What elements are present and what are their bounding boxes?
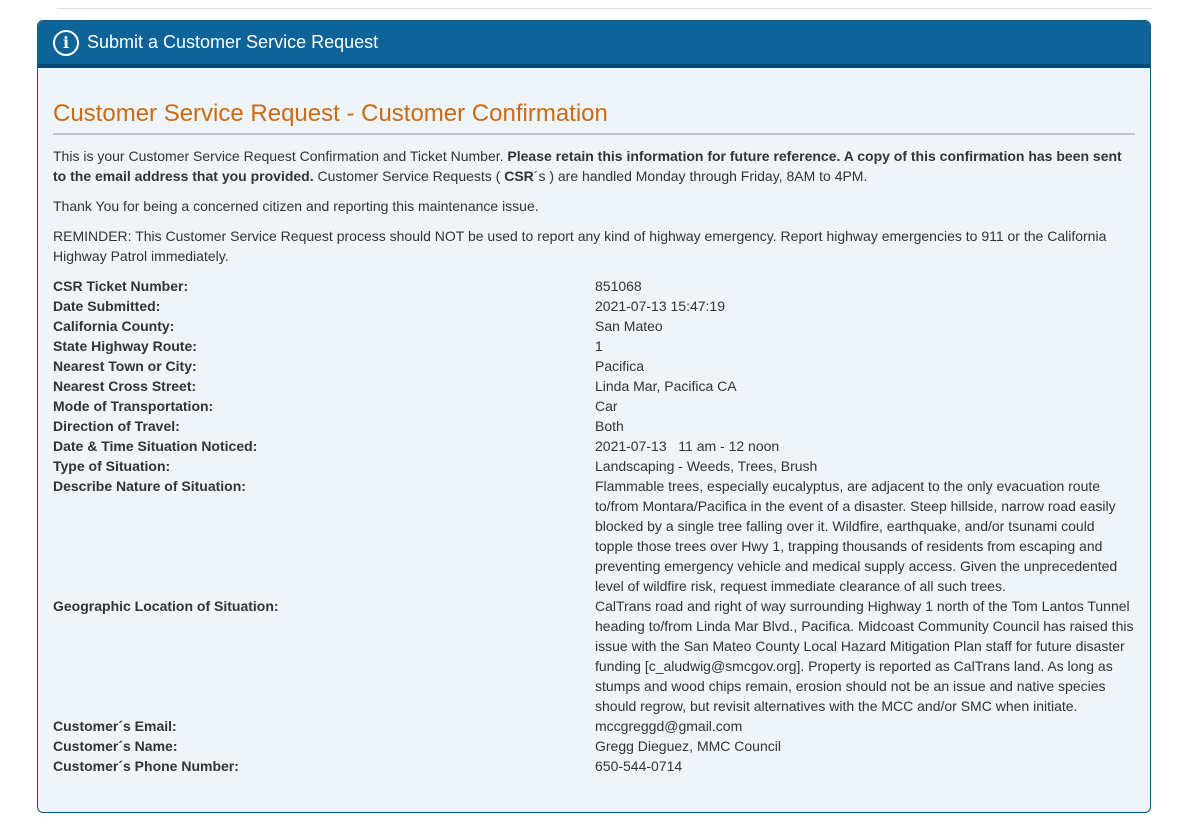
reminder-text: REMINDER: This Customer Service Request process should NOT be used to report any kind of highway emergency. Report highway emergencies to 911 or the California Highway Patrol immediately. (53, 228, 1107, 264)
detail-label: Nearest Cross Street: (53, 378, 197, 394)
section-title: Customer Service Request - Customer Confirmation (53, 100, 1135, 135)
detail-row (53, 376, 1135, 396)
detail-row (53, 276, 1135, 296)
detail-row (53, 436, 1135, 456)
intro-text-3: ´s ) are handled Monday through Friday, 8AM to 4PM. (533, 168, 868, 184)
intro-paragraph (53, 146, 1135, 186)
detail-value: Flammable trees, especially eucalyptus, are adjacent to the only evacuation route to/from Montara/Pacifica in the event of a disaster. Steep hillside, narrow road easily blocked by a single tree falling over it. Wildfire, earthquake, and/or tsunami could topple those trees over Hwy 1, trapping thousands of residents from escaping and preventing emergency vehicle and medical supply access. Given the unprecedented level of wildfire risk, request immediate clearance of all such trees. (595, 478, 1122, 594)
detail-value: 2021-07-13 15:47:19 (595, 298, 725, 314)
panel-title: Submit a Customer Service Request (87, 32, 379, 52)
info-icon: i (53, 30, 79, 56)
detail-label: Describe Nature of Situation: (53, 478, 246, 494)
detail-row (53, 336, 1135, 356)
detail-label: Type of Situation: (53, 458, 171, 474)
detail-label: California County: (53, 318, 175, 334)
detail-value: Pacifica (595, 358, 645, 374)
intro-text-2: Customer Service Requests ( (313, 168, 505, 184)
detail-value: Linda Mar, Pacifica CA (595, 378, 737, 394)
intro-bold-text: Please retain this information for future reference. A copy of this confirmation has been sent to the email address that you provided. (53, 148, 1122, 184)
detail-value: Both (595, 418, 624, 434)
detail-label: Mode of Transportation: (53, 398, 214, 414)
detail-row (53, 716, 1135, 736)
detail-label: CSR Ticket Number: (53, 278, 189, 294)
detail-label: Nearest Town or City: (53, 358, 197, 374)
detail-row (53, 416, 1135, 436)
detail-row (53, 316, 1135, 336)
intro-text-1: This is your Customer Service Request Confirmation and Ticket Number. (53, 148, 508, 164)
detail-row (53, 296, 1135, 316)
detail-value: 650-544-0714 (595, 758, 683, 774)
detail-row (53, 596, 1138, 716)
panel-header (38, 21, 1150, 68)
thank-you-text: Thank You for being a concerned citizen and reporting this maintenance issue. (53, 198, 539, 214)
detail-label: Customer´s Email: (53, 718, 177, 734)
detail-row (53, 396, 1135, 416)
detail-row (53, 356, 1135, 376)
top-divider (57, 8, 1152, 9)
detail-value: CalTrans road and right of way surrounding Highway 1 north of the Tom Lantos Tunnel heading to/from Linda Mar Blvd., Pacifica. Midcoast Community Council has raised this issue with the San Mateo County Local Hazard Mitigation Plan staff for future disaster funding [c_aludwig@smcgov.org]. Property is reported as CalTrans land. As long as stumps and wood chips remain, erosion should not be an issue and native species should regrow, but revisit alternatives with the MCC and/or SMC when initiate. (595, 598, 1138, 714)
detail-value: Gregg Dieguez, MMC Council (595, 738, 781, 754)
detail-label: State Highway Route: (53, 338, 197, 354)
detail-value: 2021-07-13 11 am - 12 noon (595, 438, 780, 454)
detail-label: Date & Time Situation Noticed: (53, 438, 258, 454)
intro-csr-abbrev: CSR (504, 168, 534, 184)
panel-body (38, 100, 1150, 776)
details-list (53, 276, 1138, 776)
detail-row (53, 456, 1135, 476)
detail-label: Customer´s Name: (53, 738, 178, 754)
detail-label: Geographic Location of Situation: (53, 598, 279, 614)
detail-value: 1 (595, 338, 603, 354)
detail-row (53, 756, 1135, 776)
detail-row (53, 476, 1135, 596)
detail-label: Direction of Travel: (53, 418, 180, 434)
detail-value: San Mateo (595, 318, 663, 334)
detail-label: Date Submitted: (53, 298, 161, 314)
detail-value: Car (595, 398, 618, 414)
detail-value: mccgreggd@gmail.com (595, 718, 743, 734)
csr-panel (37, 20, 1151, 813)
detail-label: Customer´s Phone Number: (53, 758, 239, 774)
detail-value: 851068 (595, 278, 642, 294)
detail-row (53, 736, 1135, 756)
detail-value: Landscaping - Weeds, Trees, Brush (595, 458, 818, 474)
